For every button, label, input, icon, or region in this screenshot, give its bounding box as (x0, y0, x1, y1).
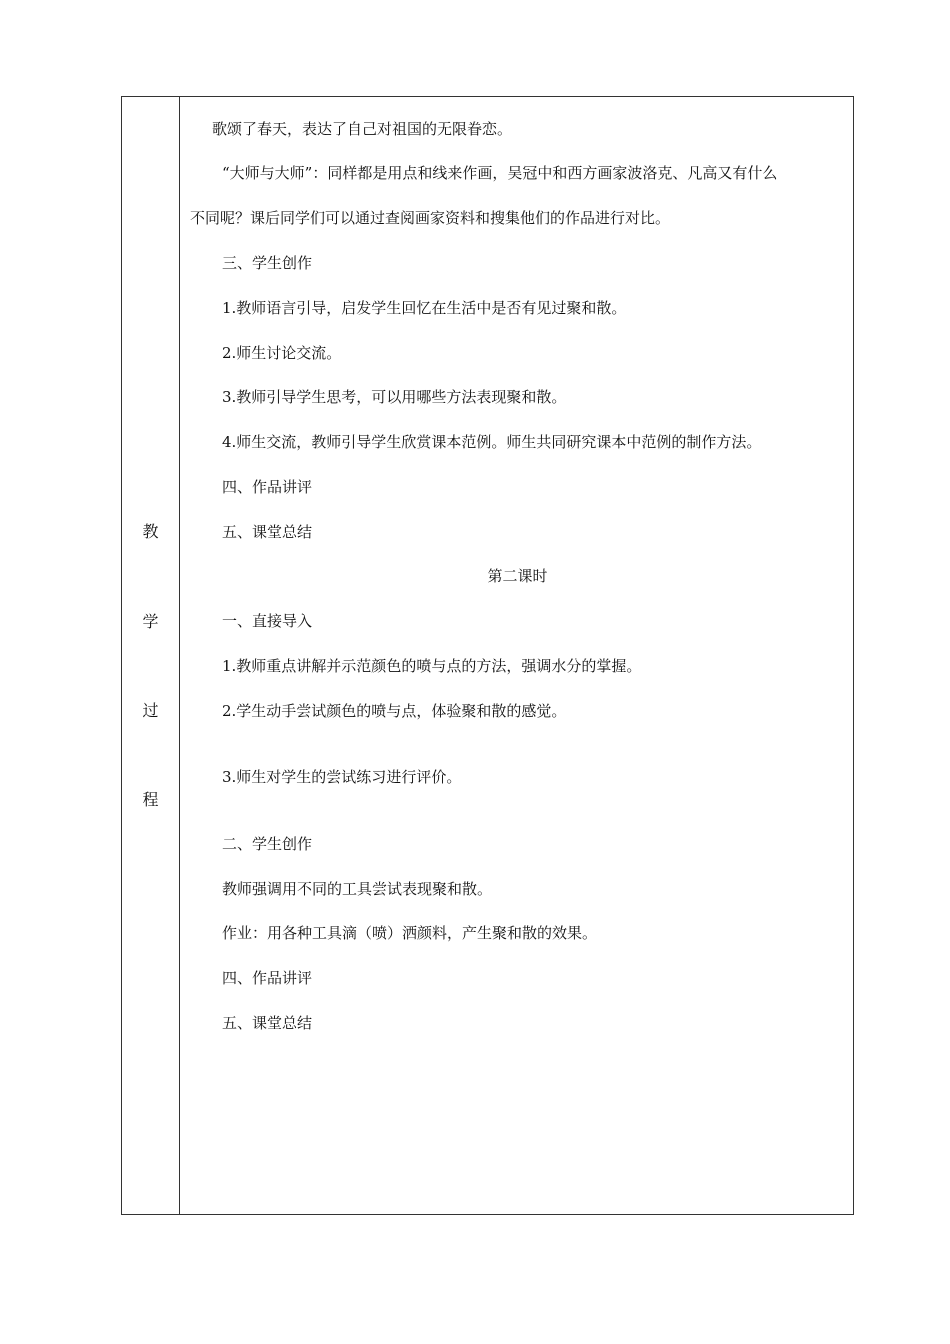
column-divider (179, 97, 180, 1214)
content-line: “大师与大师”：同样都是用点和线来作画，吴冠中和西方画家波洛克、凡高又有什么 (222, 164, 778, 182)
section-heading: 四、作品讲评 (222, 969, 313, 987)
section-heading: 三、学生创作 (222, 254, 313, 272)
content-line: 教师强调用不同的工具尝试表现聚和散。 (222, 880, 493, 898)
content-line: 不同呢？课后同学们可以通过查阅画家资料和搜集他们的作品进行对比。 (190, 209, 671, 227)
content-line: 作业：用各种工具滴（喷）洒颜料，产生聚和散的效果。 (222, 924, 598, 942)
section-heading: 四、作品讲评 (222, 478, 313, 496)
content-line: 3.师生对学生的尝试练习进行评价。 (222, 768, 462, 786)
side-label-char: 教 (142, 522, 159, 541)
lesson-table (121, 96, 854, 1215)
content-line: 3.教师引导学生思考，可以用哪些方法表现聚和散。 (222, 388, 567, 406)
side-label-char: 程 (142, 790, 159, 809)
section-heading: 一、直接导入 (222, 612, 313, 630)
lesson-period-title: 第二课时 (487, 567, 548, 585)
content-line: 1.教师重点讲解并示范颜色的喷与点的方法，强调水分的掌握。 (222, 657, 642, 675)
side-label-char: 过 (142, 701, 159, 720)
content-line: 2.学生动手尝试颜色的喷与点，体验聚和散的感觉。 (222, 702, 567, 720)
content-line: 1.教师语言引导，启发学生回忆在生活中是否有见过聚和散。 (222, 299, 627, 317)
content-line: 4.师生交流，教师引导学生欣赏课本范例。师生共同研究课本中范例的制作方法。 (222, 433, 762, 451)
content-line: 歌颂了春天，表达了自己对祖国的无限眷恋。 (212, 120, 513, 138)
section-heading: 五、课堂总结 (222, 523, 313, 541)
section-heading: 五、课堂总结 (222, 1014, 313, 1032)
section-heading: 二、学生创作 (222, 835, 313, 853)
content-line: 2.师生讨论交流。 (222, 344, 342, 362)
side-label-char: 学 (142, 612, 159, 631)
